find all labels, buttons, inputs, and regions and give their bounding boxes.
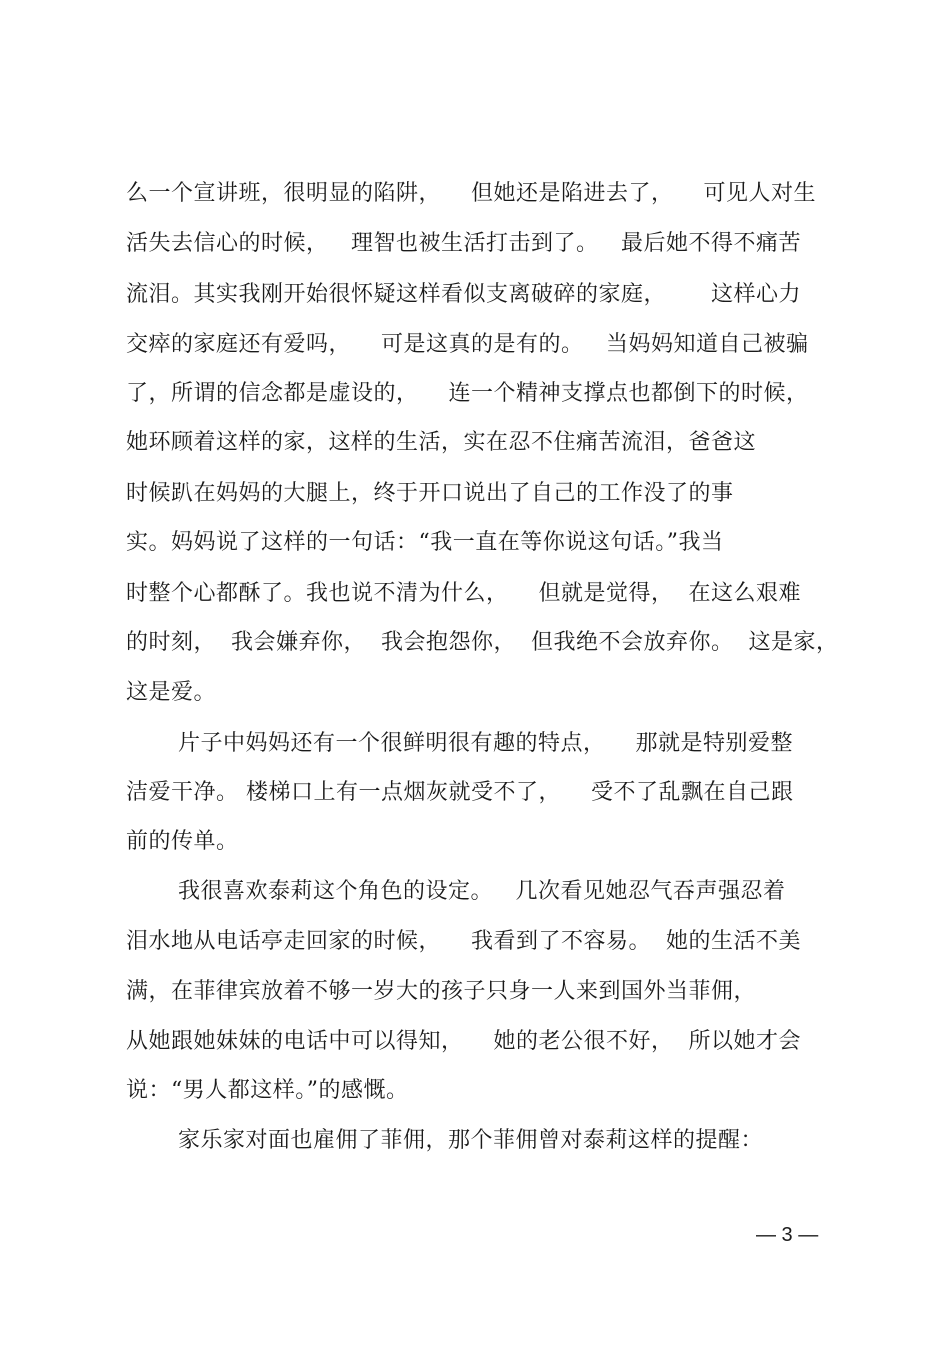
text-line-14: 前的传单。 bbox=[126, 829, 239, 854]
text-line-15: 我很喜欢泰莉这个角色的设定。 几次看见她忍气吞声强忍着 bbox=[178, 879, 786, 904]
text-line-13: 洁爱干净。 楼梯口上有一点烟灰就受不了， 受不了乱飘在自己跟 bbox=[126, 780, 794, 805]
text-line-19: 说：“男人都这样。”的感慨。 bbox=[126, 1078, 409, 1103]
text-line-4: 交瘁的家庭还有爱吗， 可是这真的是有的。 当妈妈知道自己被骗 bbox=[126, 332, 809, 357]
page-number: — 3 — bbox=[756, 1224, 819, 1246]
text-line-8: 实。妈妈说了这样的一句话：“我一直在等你说这句话。”我当 bbox=[126, 530, 724, 555]
text-line-6: 她环顾着这样的家，这样的生活，实在忍不住痛苦流泪，爸爸这 bbox=[126, 430, 757, 455]
text-line-5: 了，所谓的信念都是虚设的， 连一个精神支撑点也都倒下的时候， bbox=[126, 381, 809, 406]
text-line-2: 活失去信心的时候， 理智也被生活打击到了。 最后她不得不痛苦 bbox=[126, 231, 801, 256]
text-line-17: 满，在菲律宾放着不够一岁大的孩子只身一人来到国外当菲佣， bbox=[126, 979, 757, 1004]
text-line-10: 的时刻， 我会嫌弃你， 我会抱怨你， 但我绝不会放弃你。 这是家， bbox=[126, 630, 839, 655]
text-line-9: 时整个心都酥了。我也说不清为什么， 但就是觉得， 在这么艰难 bbox=[126, 581, 801, 606]
text-line-1: 么一个宣讲班，很明显的陷阱， 但她还是陷进去了， 可见人对生 bbox=[126, 181, 816, 206]
text-line-11: 这是爱。 bbox=[126, 680, 217, 705]
text-line-7: 时候趴在妈妈的大腿上，终于开口说出了自己的工作没了的事 bbox=[126, 481, 734, 506]
text-line-3: 流泪。其实我刚开始很怀疑这样看似支离破碎的家庭， 这样心力 bbox=[126, 282, 801, 307]
text-line-20: 家乐家对面也雇佣了菲佣，那个菲佣曾对泰莉这样的提醒： bbox=[178, 1128, 764, 1153]
text-line-12: 片子中妈妈还有一个很鲜明很有趣的特点， 那就是特别爱整 bbox=[178, 731, 793, 756]
text-line-18: 从她跟她妹妹的电话中可以得知， 她的老公很不好， 所以她才会 bbox=[126, 1029, 801, 1054]
text-line-16: 泪水地从电话亭走回家的时候， 我看到了不容易。 她的生活不美 bbox=[126, 929, 801, 954]
